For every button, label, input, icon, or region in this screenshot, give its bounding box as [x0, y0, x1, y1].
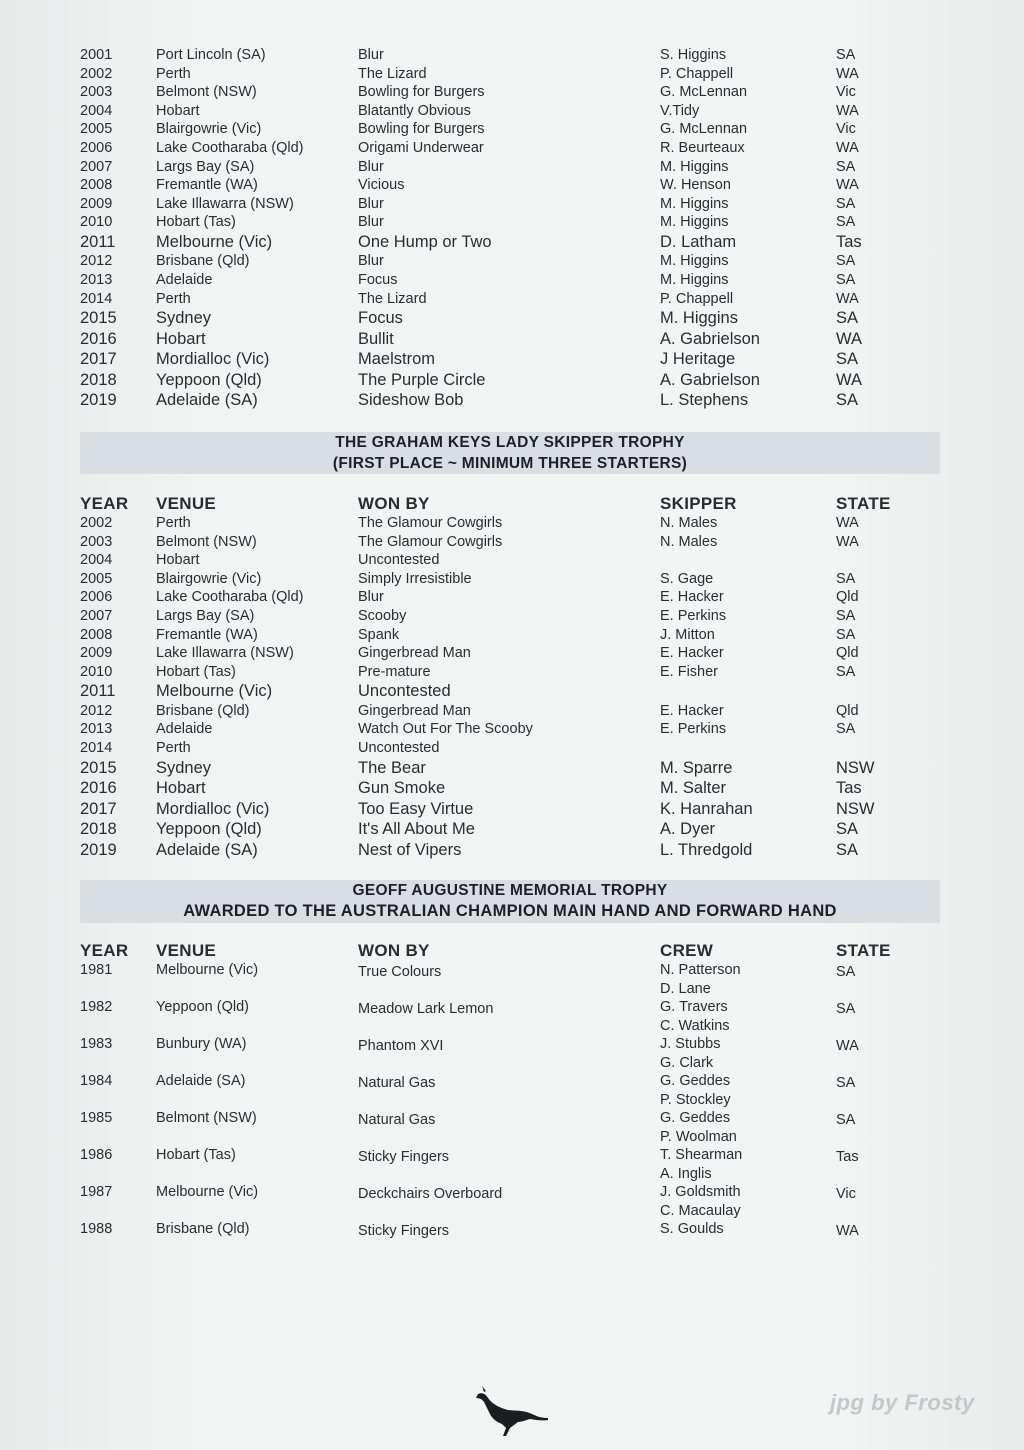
header-year: YEAR: [80, 941, 129, 960]
table-row: [80, 533, 940, 552]
cell-year: 2014: [80, 740, 113, 757]
cell-state: WA: [836, 370, 862, 389]
section-2-title: THE GRAHAM KEYS LADY SKIPPER TROPHY: [335, 434, 685, 451]
header-won-by: WON BY: [358, 941, 430, 960]
table-row: [80, 1110, 940, 1147]
table-row: [80, 819, 940, 840]
cell-state: Vic: [836, 84, 856, 101]
cell-state: NSW: [836, 758, 875, 777]
cell-crew-forward-hand: P. Stockley: [660, 1091, 731, 1108]
cell-skipper: M. Sparre: [660, 758, 733, 777]
cell-venue: Yeppoon (Qld): [156, 370, 262, 389]
cell-venue: Melbourne (Vic): [156, 1184, 259, 1200]
table-row: [80, 799, 940, 820]
cell-won-by: Bowling for Burgers: [358, 84, 485, 101]
cell-crew-forward-hand: G. Clark: [660, 1054, 714, 1071]
cell-venue: Yeppoon (Qld): [156, 820, 262, 839]
cell-state: Tas: [836, 232, 862, 251]
cell-skipper: D. Latham: [660, 232, 737, 251]
cell-skipper: M. Higgins: [660, 253, 729, 270]
cell-state: SA: [836, 663, 856, 680]
cell-year: 2016: [80, 779, 117, 798]
cell-state: SA: [836, 570, 856, 587]
cell-venue: Mordialloc (Vic): [156, 350, 270, 369]
cell-year: 2012: [80, 253, 113, 270]
cell-state: WA: [836, 177, 859, 194]
cell-year: 2019: [80, 391, 117, 410]
cell-venue: Adelaide (SA): [156, 391, 258, 410]
cell-state: SA: [836, 1075, 856, 1091]
cell-venue: Perth: [156, 515, 191, 531]
cell-year: 2016: [80, 329, 117, 348]
section-3-title: GEOFF AUGUSTINE MEMORIAL TROPHY: [352, 882, 668, 899]
cell-year: 2010: [80, 214, 113, 231]
cell-year: 2018: [80, 820, 117, 839]
cell-venue: Belmont (NSW): [156, 84, 257, 101]
cell-venue: Perth: [156, 65, 191, 82]
cell-won-by: The Lizard: [358, 290, 427, 307]
cell-state: WA: [836, 102, 859, 119]
cell-state: WA: [836, 1223, 859, 1239]
cell-year: 1985: [80, 1110, 113, 1126]
cell-won-by: Spank: [358, 626, 400, 643]
table-row: [80, 588, 940, 607]
section-2-banner: [80, 432, 940, 474]
cell-venue: Yeppoon (Qld): [156, 999, 249, 1015]
table-row: [80, 702, 940, 721]
table-row: [80, 551, 940, 570]
cell-won-by: Bullit: [358, 329, 394, 348]
table-row: [80, 1073, 940, 1110]
cell-skipper: M. Higgins: [660, 158, 729, 175]
cell-skipper: M. Salter: [660, 779, 727, 798]
cell-venue: Perth: [156, 740, 191, 757]
cell-year: 1983: [80, 1036, 113, 1052]
cell-venue: Brisbane (Qld): [156, 1221, 250, 1237]
table-row: [80, 139, 940, 158]
table-row: [80, 46, 940, 65]
cell-state: NSW: [836, 799, 875, 818]
cell-won-by: Gingerbread Man: [358, 702, 471, 719]
cell-won-by: Bowling for Burgers: [358, 121, 485, 138]
cell-venue: Hobart: [156, 102, 200, 119]
cell-crew-forward-hand: A. Inglis: [660, 1165, 712, 1182]
cell-won-by: Simply Irresistible: [358, 570, 472, 587]
cell-venue: Largs Bay (SA): [156, 607, 255, 624]
cell-skipper: L. Thredgold: [660, 840, 753, 859]
cell-won-by: Sticky Fingers: [358, 1223, 450, 1239]
cell-year: 2007: [80, 158, 113, 175]
cell-state: SA: [836, 626, 856, 643]
section-3-header: [80, 940, 940, 962]
cell-year: 2005: [80, 121, 113, 138]
cell-state: SA: [836, 840, 859, 859]
cell-venue: Lake Cootharaba (Qld): [156, 139, 304, 156]
cell-venue: Hobart: [156, 329, 206, 348]
table-row: [80, 83, 940, 102]
cell-year: 2010: [80, 663, 113, 680]
cell-venue: Lake Cootharaba (Qld): [156, 589, 304, 606]
cell-skipper: V.Tidy: [660, 102, 700, 119]
cell-skipper: A. Gabrielson: [660, 329, 760, 348]
cell-won-by: Sideshow Bob: [358, 391, 464, 410]
table-row: [80, 1036, 940, 1073]
table-row: [80, 739, 940, 758]
header-won-by: WON BY: [358, 494, 430, 513]
cell-venue: Perth: [156, 290, 191, 307]
table-row: [80, 176, 940, 195]
cell-venue: Largs Bay (SA): [156, 158, 255, 175]
cell-skipper: S. Gage: [660, 570, 714, 587]
cell-venue: Melbourne (Vic): [156, 962, 259, 978]
cell-skipper: P. Chappell: [660, 290, 734, 307]
cell-venue: Fremantle (WA): [156, 626, 258, 643]
cell-skipper: A. Gabrielson: [660, 370, 760, 389]
cell-year: 2018: [80, 370, 117, 389]
cell-won-by: True Colours: [358, 964, 442, 980]
cell-venue: Belmont (NSW): [156, 533, 257, 550]
table-row: [80, 120, 940, 139]
table-row: [80, 1184, 940, 1221]
cell-won-by: Pre-mature: [358, 663, 431, 680]
cell-year: 2004: [80, 102, 113, 119]
table-row: [80, 626, 940, 645]
table-row: [80, 213, 940, 232]
cell-skipper: E. Hacker: [660, 645, 724, 662]
cell-year: 2003: [80, 533, 113, 550]
cell-skipper: L. Stephens: [660, 391, 749, 410]
cell-crew-main-hand: N. Patterson: [660, 962, 741, 978]
cell-venue: Lake Illawarra (NSW): [156, 645, 294, 662]
table-row: [80, 329, 940, 350]
cell-state: Qld: [836, 702, 859, 719]
table-row: [80, 758, 940, 779]
header-state: STATE: [836, 941, 891, 960]
cell-state: SA: [836, 309, 859, 328]
cell-crew-main-hand: G. Travers: [660, 999, 728, 1015]
cell-year: 1984: [80, 1073, 113, 1089]
cell-won-by: Blur: [358, 589, 384, 606]
cell-crew-forward-hand: P. Woolman: [660, 1128, 737, 1145]
cell-won-by: Focus: [358, 309, 403, 328]
cell-skipper: E. Perkins: [660, 721, 727, 738]
table-row: [80, 720, 940, 739]
cell-year: 2008: [80, 626, 113, 643]
cell-year: 2014: [80, 290, 113, 307]
cell-year: 2009: [80, 195, 113, 212]
cell-skipper: J Heritage: [660, 350, 736, 369]
cell-won-by: Maelstrom: [358, 350, 436, 369]
cell-skipper: G. McLennan: [660, 121, 748, 138]
cell-state: Vic: [836, 121, 856, 138]
table-row: [80, 65, 940, 84]
cell-crew-main-hand: J. Goldsmith: [660, 1184, 741, 1200]
cell-year: 1982: [80, 999, 113, 1015]
table-row: [80, 158, 940, 177]
cell-state: SA: [836, 253, 856, 270]
trophy-table-1: [80, 46, 940, 411]
cell-year: 2005: [80, 570, 113, 587]
cell-year: 2013: [80, 721, 113, 738]
cell-state: Tas: [836, 1149, 859, 1165]
cell-state: WA: [836, 290, 859, 307]
table-row: [80, 1147, 940, 1184]
trophy-table-3: [80, 962, 940, 1258]
cell-won-by: Origami Underwear: [358, 139, 484, 156]
table-row: [80, 514, 940, 533]
cell-year: 2012: [80, 702, 113, 719]
cell-year: 2015: [80, 758, 117, 777]
section-2-header: [80, 493, 940, 515]
cell-state: SA: [836, 1001, 856, 1017]
cell-skipper: S. Higgins: [660, 47, 727, 63]
cell-crew-main-hand: G. Geddes: [660, 1110, 731, 1126]
cell-state: SA: [836, 272, 856, 289]
cell-crew-main-hand: S. Goulds: [660, 1221, 724, 1237]
cell-venue: Hobart (Tas): [156, 1147, 236, 1163]
cell-year: 2002: [80, 515, 113, 531]
table-row: [80, 290, 940, 309]
cell-won-by: Phantom XVI: [358, 1038, 444, 1054]
table-row: [80, 644, 940, 663]
cell-state: SA: [836, 158, 856, 175]
cell-skipper: M. Higgins: [660, 214, 729, 231]
cell-venue: Fremantle (WA): [156, 177, 258, 194]
cell-state: Qld: [836, 645, 859, 662]
table-row: [80, 308, 940, 329]
table-row: [80, 840, 940, 861]
cell-state: WA: [836, 329, 862, 348]
cell-venue: Blairgowrie (Vic): [156, 570, 262, 587]
cell-won-by: Uncontested: [358, 740, 440, 757]
cell-venue: Adelaide (SA): [156, 840, 258, 859]
cell-state: Qld: [836, 589, 859, 606]
cell-year: 2011: [80, 232, 116, 251]
table-row: [80, 195, 940, 214]
kangaroo-icon: [472, 1384, 552, 1440]
cell-state: SA: [836, 47, 856, 63]
cell-won-by: Meadow Lark Lemon: [358, 1001, 494, 1017]
cell-year: 2001: [80, 47, 113, 63]
cell-won-by: Blur: [358, 47, 384, 63]
photo-credit: jpg by Frosty: [830, 1390, 975, 1415]
cell-state: SA: [836, 607, 856, 624]
cell-year: 2007: [80, 607, 113, 624]
cell-venue: Sydney: [156, 309, 212, 328]
cell-skipper: M. Higgins: [660, 195, 729, 212]
header-skipper: SKIPPER: [660, 494, 737, 513]
cell-state: SA: [836, 1112, 856, 1128]
table-row: [80, 349, 940, 370]
cell-won-by: Vicious: [358, 177, 405, 194]
cell-won-by: One Hump or Two: [358, 232, 492, 251]
cell-venue: Adelaide: [156, 272, 213, 289]
cell-crew-forward-hand: C. Macaulay: [660, 1202, 741, 1219]
cell-skipper: E. Perkins: [660, 607, 727, 624]
cell-year: 2011: [80, 682, 116, 701]
table-row: [80, 232, 940, 253]
cell-skipper: P. Chappell: [660, 65, 734, 82]
cell-year: 1981: [80, 962, 113, 978]
cell-skipper: K. Hanrahan: [660, 799, 753, 818]
table-row: [80, 962, 940, 999]
cell-skipper: R. Beurteaux: [660, 139, 745, 156]
cell-won-by: The Lizard: [358, 65, 427, 82]
cell-crew-main-hand: T. Shearman: [660, 1147, 743, 1163]
cell-year: 1987: [80, 1184, 113, 1200]
cell-won-by: Watch Out For The Scooby: [358, 721, 533, 738]
header-venue: VENUE: [156, 941, 217, 960]
cell-year: 2008: [80, 177, 113, 194]
cell-state: SA: [836, 820, 859, 839]
cell-venue: Adelaide (SA): [156, 1073, 246, 1089]
cell-won-by: Focus: [358, 272, 398, 289]
cell-won-by: Blur: [358, 195, 384, 212]
table-row: [80, 570, 940, 589]
cell-venue: Melbourne (Vic): [156, 232, 273, 251]
table-row: [80, 607, 940, 626]
cell-won-by: Nest of Vipers: [358, 840, 462, 859]
table-row: [80, 252, 940, 271]
cell-won-by: Uncontested: [358, 552, 440, 569]
table-row: [80, 102, 940, 121]
cell-venue: Hobart (Tas): [156, 214, 236, 231]
cell-won-by: Blatantly Obvious: [358, 102, 471, 119]
cell-state: Tas: [836, 779, 862, 798]
cell-skipper: M. Higgins: [660, 309, 738, 328]
cell-year: 1986: [80, 1147, 113, 1163]
table-row: [80, 999, 940, 1036]
cell-won-by: Blur: [358, 158, 384, 175]
header-crew: CREW: [660, 941, 714, 960]
cell-venue: Hobart (Tas): [156, 663, 236, 680]
cell-year: 2006: [80, 589, 113, 606]
cell-year: 1988: [80, 1221, 113, 1237]
cell-year: 2002: [80, 65, 113, 82]
table-row: [80, 271, 940, 290]
cell-won-by: Too Easy Virtue: [358, 799, 474, 818]
cell-venue: Mordialloc (Vic): [156, 799, 270, 818]
cell-skipper: N. Males: [660, 515, 718, 531]
cell-skipper: A. Dyer: [660, 820, 716, 839]
cell-year: 2017: [80, 350, 117, 369]
cell-crew-main-hand: J. Stubbs: [660, 1036, 721, 1052]
header-year: YEAR: [80, 494, 129, 513]
cell-state: SA: [836, 195, 856, 212]
table-row: [80, 778, 940, 799]
cell-state: SA: [836, 350, 859, 369]
cell-crew-forward-hand: D. Lane: [660, 980, 711, 997]
cell-venue: Melbourne (Vic): [156, 682, 273, 701]
cell-skipper: E. Fisher: [660, 663, 719, 680]
table-row: [80, 390, 940, 411]
cell-venue: Lake Illawarra (NSW): [156, 195, 294, 212]
cell-won-by: The Glamour Cowgirls: [358, 515, 503, 531]
header-venue: VENUE: [156, 494, 217, 513]
cell-skipper: E. Hacker: [660, 589, 724, 606]
cell-venue: Blairgowrie (Vic): [156, 121, 262, 138]
cell-crew-forward-hand: C. Watkins: [660, 1017, 730, 1034]
cell-venue: Hobart: [156, 552, 200, 569]
cell-won-by: Gingerbread Man: [358, 645, 471, 662]
cell-year: 2017: [80, 799, 117, 818]
cell-year: 2013: [80, 272, 113, 289]
cell-won-by: The Bear: [358, 758, 426, 777]
cell-skipper: G. McLennan: [660, 84, 748, 101]
cell-venue: Port Lincoln (SA): [156, 47, 266, 63]
cell-won-by: The Purple Circle: [358, 370, 486, 389]
cell-state: Vic: [836, 1186, 856, 1202]
cell-won-by: Scooby: [358, 607, 407, 624]
cell-year: 2003: [80, 84, 113, 101]
cell-skipper: N. Males: [660, 533, 718, 550]
cell-venue: Brisbane (Qld): [156, 253, 250, 270]
cell-year: 2006: [80, 139, 113, 156]
cell-won-by: Sticky Fingers: [358, 1149, 450, 1165]
cell-won-by: Gun Smoke: [358, 779, 446, 798]
cell-won-by: Uncontested: [358, 682, 451, 701]
cell-venue: Hobart: [156, 779, 206, 798]
cell-skipper: M. Higgins: [660, 272, 729, 289]
cell-won-by: Blur: [358, 253, 384, 270]
cell-venue: Sydney: [156, 758, 212, 777]
cell-year: 2004: [80, 552, 113, 569]
cell-venue: Adelaide: [156, 721, 213, 738]
header-state: STATE: [836, 494, 891, 513]
cell-state: WA: [836, 65, 859, 82]
cell-won-by: Natural Gas: [358, 1075, 436, 1091]
table-row: [80, 681, 940, 702]
cell-venue: Brisbane (Qld): [156, 702, 250, 719]
cell-venue: Belmont (NSW): [156, 1110, 257, 1126]
cell-state: WA: [836, 1038, 859, 1054]
cell-crew-main-hand: G. Geddes: [660, 1073, 731, 1089]
cell-state: WA: [836, 139, 859, 156]
cell-state: WA: [836, 533, 859, 550]
table-row: [80, 370, 940, 391]
cell-won-by: The Glamour Cowgirls: [358, 533, 503, 550]
table-row: [80, 663, 940, 682]
cell-state: SA: [836, 391, 859, 410]
cell-state: SA: [836, 214, 856, 231]
section-3-banner: [80, 880, 940, 923]
cell-state: SA: [836, 721, 856, 738]
table-row: [80, 1221, 940, 1258]
cell-won-by: Natural Gas: [358, 1112, 436, 1128]
cell-year: 2015: [80, 309, 117, 328]
cell-year: 2009: [80, 645, 113, 662]
cell-venue: Bunbury (WA): [156, 1036, 247, 1052]
cell-skipper: E. Hacker: [660, 702, 724, 719]
cell-skipper: J. Mitton: [660, 626, 715, 643]
cell-year: 2019: [80, 840, 117, 859]
section-2-subtitle: (FIRST PLACE ~ MINIMUM THREE STARTERS): [332, 455, 688, 472]
cell-state: WA: [836, 515, 859, 531]
section-3-subtitle: AWARDED TO THE AUSTRALIAN CHAMPION MAIN HAND AND FORWARD HAND: [183, 902, 837, 920]
cell-won-by: It's All About Me: [358, 820, 475, 839]
cell-won-by: Deckchairs Overboard: [358, 1186, 503, 1202]
cell-state: SA: [836, 964, 856, 980]
trophy-table-2: [80, 514, 940, 860]
cell-won-by: Blur: [358, 214, 384, 231]
cell-skipper: W. Henson: [660, 177, 731, 194]
